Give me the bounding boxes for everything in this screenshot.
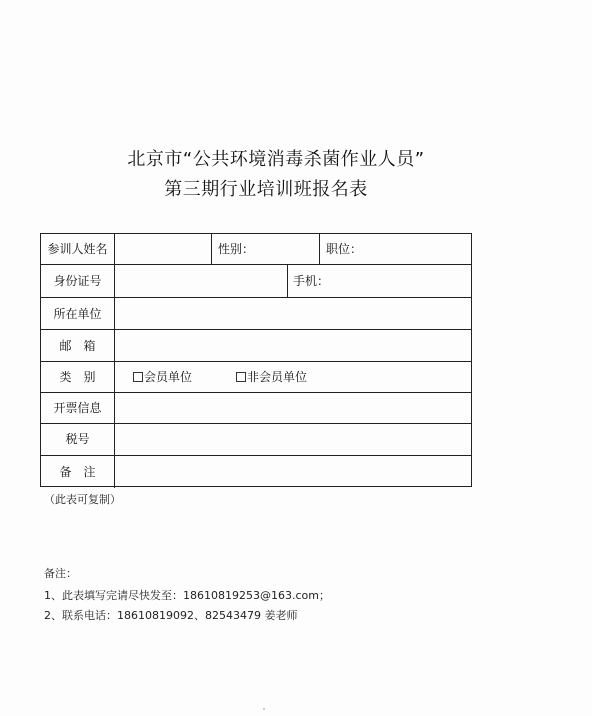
row-divider: [41, 455, 471, 456]
cell-divider: [211, 234, 212, 264]
form-title-line2: 第三期行业培训班报名表: [164, 179, 368, 200]
row-divider: [41, 329, 471, 330]
position-label: 职位：: [326, 242, 363, 256]
non-member-option: [236, 370, 307, 384]
note-item-2: 2、联系电话：18610819092、82543479 姜老师: [44, 609, 298, 622]
member-checkbox-icon: [133, 372, 143, 382]
tax-number-label: 税号: [65, 432, 90, 446]
non-member-checkbox-icon: [236, 372, 246, 382]
row-divider: [41, 423, 471, 424]
non-member-option-label: 非会员单位: [247, 370, 308, 384]
scan-speck: [263, 708, 265, 710]
note-item-1: 1、此表填写完请尽快发至：18610819253@163.com；: [44, 589, 330, 602]
cell-divider: [319, 234, 320, 264]
company-label: 所在单位: [53, 307, 102, 321]
cell-divider: [287, 264, 288, 297]
member-option-label: 会员单位: [144, 370, 193, 384]
row-divider: [41, 361, 471, 362]
gender-label: 性别：: [218, 242, 255, 256]
row-divider: [41, 297, 471, 298]
row-divider: [41, 392, 471, 393]
member-option: [133, 370, 192, 384]
form-title-line1: 北京市“公共环境消毒杀菌作业人员”: [127, 149, 425, 170]
row-divider: [41, 264, 471, 265]
mobile-label: 手机：: [293, 274, 330, 288]
id-number-label: 身份证号: [53, 274, 102, 288]
notes-heading: 备注：: [44, 567, 77, 580]
invoice-label: 开票信息: [53, 401, 102, 415]
category-label: 类 别: [59, 370, 96, 384]
copy-note: （此表可复制）: [44, 493, 121, 506]
label-column-divider: [114, 234, 115, 488]
email-label: 邮 箱: [59, 339, 96, 353]
remarks-label: 备 注: [59, 465, 96, 479]
name-label: 参训人姓名: [47, 242, 108, 256]
registration-form-table: [40, 233, 472, 487]
